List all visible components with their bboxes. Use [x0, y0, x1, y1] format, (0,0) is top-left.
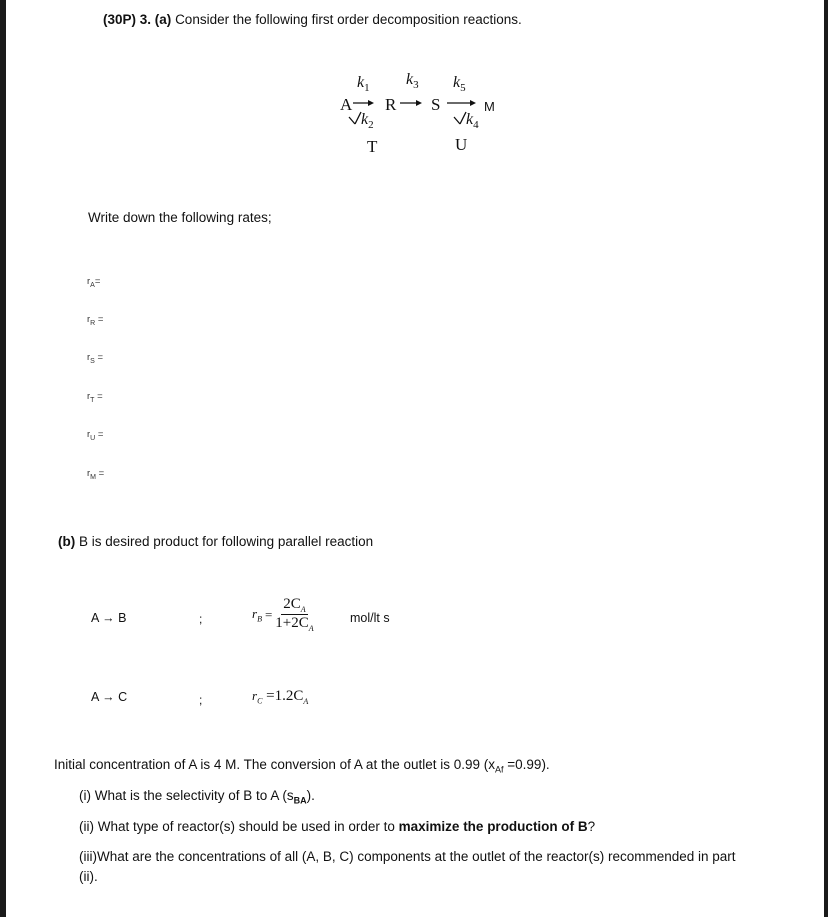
arrow-a-t	[349, 117, 355, 124]
reaction-a-to-c: A → C	[91, 690, 128, 704]
left-border	[0, 0, 6, 917]
reaction-2-separator: ;	[199, 693, 203, 707]
k4-label: $k_4$	[466, 111, 479, 132]
k2-label: $k_2$	[361, 111, 374, 132]
rate-r: $r_R$ =	[87, 314, 104, 327]
rate-a: $r_A=$	[87, 276, 101, 289]
question-iii-continued: (ii).	[79, 869, 98, 884]
question-iii: (iii)What are the concentrations of all (A, B, C) components at the outlet of the reactor(s) recommended in part	[79, 849, 736, 864]
question-ii: (ii) What type of reactor(s) should be used in order to maximize the production of B?	[79, 819, 596, 834]
species-s: S	[431, 95, 441, 114]
species-t: T	[367, 137, 378, 156]
k3-label: $k_3$	[406, 71, 419, 92]
rate-t: $r_T$ =	[87, 391, 103, 404]
rate-b-fraction	[275, 596, 313, 633]
species-a: A	[340, 95, 353, 114]
part-b-label: (b)	[58, 534, 76, 549]
right-border	[824, 0, 828, 917]
question-header	[103, 12, 522, 27]
rate-m: $r_M$ =	[87, 468, 105, 481]
rate-b-numerator: $2C_A$	[283, 596, 306, 614]
part-b-heading	[58, 534, 373, 549]
intro-text: Consider the following first order decomposition reactions.	[175, 12, 522, 27]
rates-prompt: Write down the following rates;	[88, 210, 272, 225]
part-a-label: (a)	[154, 12, 172, 27]
reaction-1-separator: ;	[199, 612, 203, 626]
rate-b-denominator: $1+2C_A$	[275, 615, 314, 633]
k1-label: $k_1$	[357, 74, 370, 95]
rate-b-expression: $r_B$ = $\frac{2C_A}{1+2C_A}$	[252, 596, 314, 633]
k5-label: $k_5$	[453, 74, 466, 95]
rate-s: $r_S$ =	[87, 352, 104, 365]
arrow-s-u	[454, 117, 460, 124]
rate-c-expression: $r_C =1.2C_A$	[252, 688, 309, 706]
points-label: (30P) 3.	[103, 12, 152, 27]
part-b-text: B is desired product for following parallel reaction	[79, 534, 374, 549]
rate-b-unit: mol/lt s	[350, 611, 390, 625]
species-m: M	[484, 99, 495, 114]
species-r: R	[385, 95, 397, 114]
species-u: U	[455, 135, 468, 154]
initial-conditions: Initial concentration of A is 4 M. The conversion of A at the outlet is 0.99 $(x_{Af} =0.99)$.	[54, 757, 550, 775]
question-i: (i) What is the selectivity of B to A $(s_{BA})$.	[79, 788, 315, 806]
rate-u: $r_U$ =	[87, 429, 104, 442]
reaction-a-to-b: A → B	[91, 611, 127, 625]
